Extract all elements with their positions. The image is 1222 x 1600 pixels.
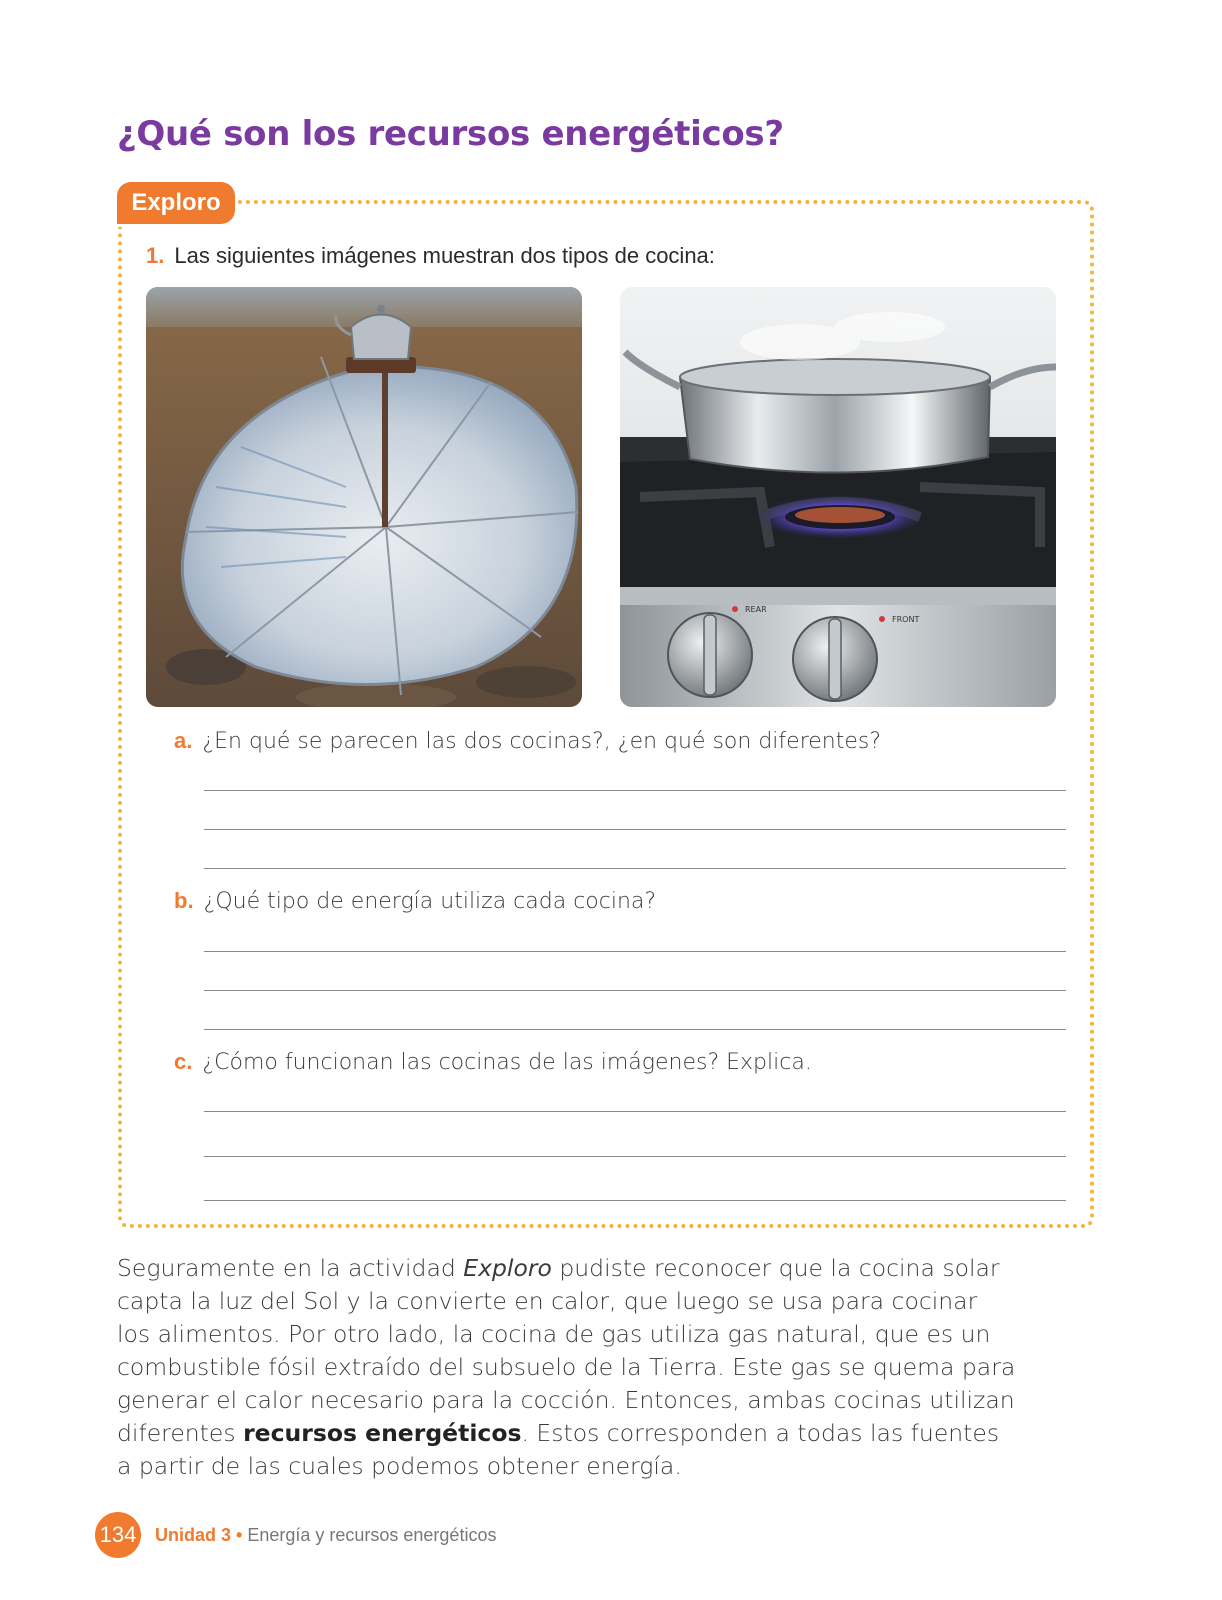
paragraph-part2: pudiste reconocer que la cocina solar capta la luz del Sol y la convierte en calor, que luego se usa para cocinar los alimentos. Por otro lado, la cocina de gas utiliza gas natural, que es un combustible fósil extraído del subsuelo de la Tierra. Este gas se quema para generar el calor necesario para la cocción. Entonces, ambas cocinas utilizan diferentes	[117, 1254, 1016, 1447]
answer-line[interactable]	[204, 1200, 1066, 1201]
page-footer	[95, 1513, 496, 1557]
question-text: Las siguientes imágenes muestran dos tipos de cocina:	[174, 243, 715, 268]
answer-line[interactable]	[204, 790, 1066, 791]
page-title: ¿Qué son los recursos energéticos?	[117, 114, 784, 154]
answer-line[interactable]	[204, 829, 1066, 830]
footer-separator: •	[236, 1524, 243, 1545]
gas-stove-photo	[620, 287, 1056, 707]
subquestion-b	[174, 888, 656, 914]
question-number: 1.	[146, 243, 165, 268]
answer-line[interactable]	[204, 1029, 1066, 1030]
answer-line[interactable]	[204, 1111, 1066, 1112]
subquestion-text: ¿Qué tipo de energía utiliza cada cocina?	[203, 889, 657, 914]
section-badge: Exploro	[117, 182, 235, 224]
page-number: 134	[95, 1512, 141, 1558]
subquestion-letter: b.	[174, 888, 194, 913]
answer-line[interactable]	[204, 868, 1066, 869]
body-paragraph	[117, 1252, 1017, 1483]
subquestion-letter: a.	[174, 728, 193, 753]
subquestion-text: ¿Cómo funcionan las cocinas de las imágenes? Explica.	[202, 1050, 812, 1075]
answer-line[interactable]	[204, 951, 1066, 952]
subquestion-letter: c.	[174, 1049, 193, 1074]
paragraph-bold: recursos energéticos	[243, 1419, 522, 1447]
paragraph-italic: Exploro	[463, 1254, 552, 1282]
solar-cooker-photo	[146, 287, 582, 707]
subquestion-c	[174, 1049, 812, 1075]
paragraph-part3: . Estos corresponden a todas las fuentes a partir de las cuales podemos obtener energía.	[117, 1419, 1000, 1480]
footer-unit: Unidad 3	[155, 1524, 232, 1545]
footer-topic: Energía y recursos energéticos	[247, 1524, 497, 1545]
knob-label-front: FRONT	[892, 615, 920, 624]
knob-label-rear: REAR	[745, 605, 767, 614]
question-1	[146, 243, 715, 269]
answer-line[interactable]	[204, 990, 1066, 991]
answer-line[interactable]	[204, 1156, 1066, 1157]
subquestion-a	[174, 728, 881, 754]
subquestion-text: ¿En qué se parecen las dos cocinas?, ¿en qué son diferentes?	[202, 729, 882, 754]
paragraph-part1: Seguramente en la actividad	[117, 1254, 464, 1282]
